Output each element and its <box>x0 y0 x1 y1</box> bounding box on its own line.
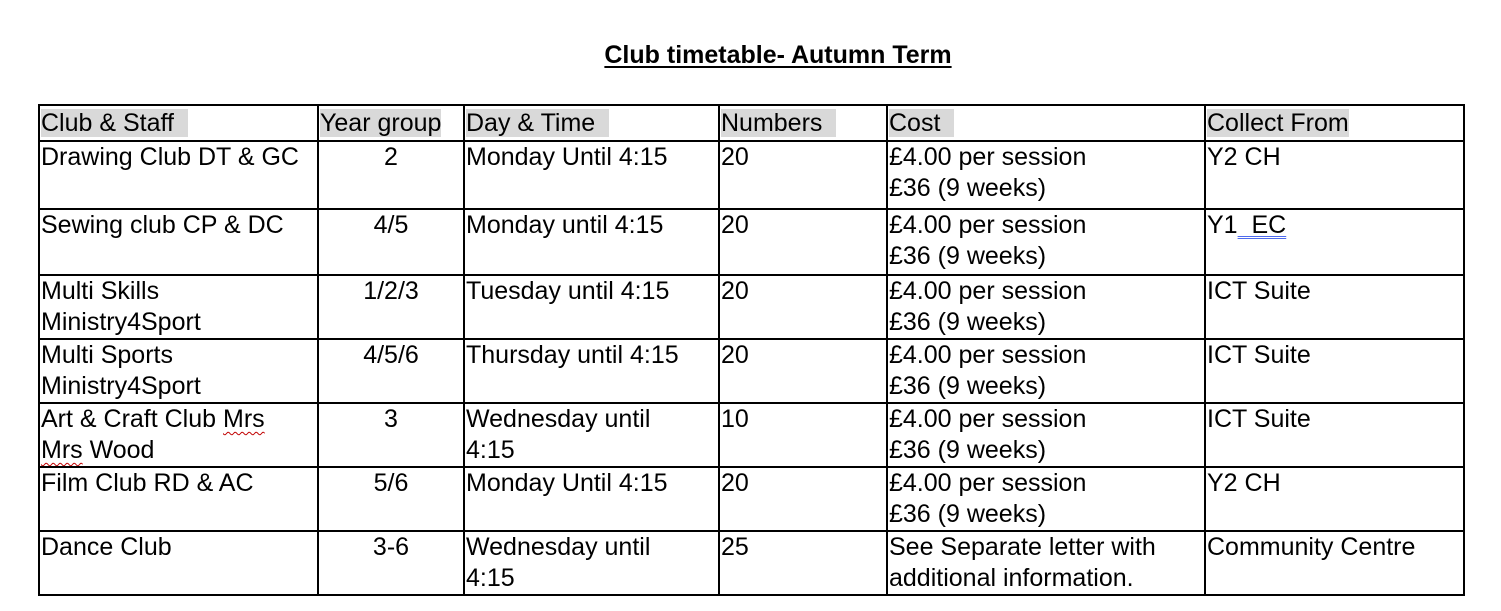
cell-numbers: 10 <box>719 403 887 467</box>
header-day-time: Day & Time <box>464 105 719 141</box>
cell-numbers: 20 <box>719 275 887 339</box>
spelling-flag: Mrs <box>41 436 83 464</box>
header-year-group: Year group <box>318 105 464 141</box>
table-row <box>39 275 1464 339</box>
cell-year-group: 3 <box>318 403 464 467</box>
cell-cost: £4.00 per session £36 (9 weeks) <box>887 141 1205 209</box>
cell-collect-from: Community Centre <box>1205 531 1464 595</box>
cell-club-staff <box>39 403 318 467</box>
cell-club-staff: Film Club RD & AC <box>39 467 318 531</box>
header-cost: Cost <box>887 105 1205 141</box>
cell-collect-from: Y2 CH <box>1205 467 1464 531</box>
cell-collect-from: Y2 CH <box>1205 141 1464 209</box>
cell-numbers: 20 <box>719 339 887 403</box>
cell-day-time: Wednesday until 4:15 <box>464 531 719 595</box>
table-row <box>39 467 1464 531</box>
cell-cost: £4.00 per session £36 (9 weeks) <box>887 467 1205 531</box>
page-title: Club timetable- Autumn Term <box>604 41 952 69</box>
cell-day-time: Monday Until 4:15 <box>464 467 719 531</box>
cell-day-time: Monday until 4:15 <box>464 209 719 275</box>
spelling-flag: Mrs <box>223 405 265 433</box>
cell-day-time: Tuesday until 4:15 <box>464 275 719 339</box>
table-row <box>39 209 1464 275</box>
cell-cost: £4.00 per session £36 (9 weeks) <box>887 403 1205 467</box>
club-name: Art & Craft Club <box>41 405 223 433</box>
cell-year-group: 3-6 <box>318 531 464 595</box>
header-collect-from: Collect From <box>1205 105 1464 141</box>
cell-year-group: 4/5 <box>318 209 464 275</box>
table-row <box>39 339 1464 403</box>
cell-cost: £4.00 per session £36 (9 weeks) <box>887 275 1205 339</box>
cell-cost: See Separate letter with additional information. <box>887 531 1205 595</box>
cell-club-staff: Multi Sports Ministry4Sport <box>39 339 318 403</box>
cell-collect-from: ICT Suite <box>1205 275 1464 339</box>
cell-cost: £4.00 per session £36 (9 weeks) <box>887 339 1205 403</box>
cell-cost: £4.00 per session £36 (9 weeks) <box>887 209 1205 275</box>
cell-numbers: 20 <box>719 209 887 275</box>
table-row <box>39 531 1464 595</box>
staff-name: Wood <box>82 436 155 464</box>
header-numbers: Numbers <box>719 105 887 141</box>
cell-year-group: 2 <box>318 141 464 209</box>
table-row <box>39 141 1464 209</box>
cell-year-group: 4/5/6 <box>318 339 464 403</box>
cell-numbers: 20 <box>719 467 887 531</box>
cell-collect-from <box>1205 209 1464 275</box>
table-row <box>39 403 1464 467</box>
cell-collect-from: ICT Suite <box>1205 339 1464 403</box>
cell-numbers: 25 <box>719 531 887 595</box>
cell-year-group: 5/6 <box>318 467 464 531</box>
cell-club-staff: Dance Club <box>39 531 318 595</box>
club-timetable <box>38 104 1465 596</box>
cell-club-staff: Sewing club CP & DC <box>39 209 318 275</box>
cell-numbers: 20 <box>719 141 887 209</box>
cell-year-group: 1/2/3 <box>318 275 464 339</box>
cell-day-time: Wednesday until 4:15 <box>464 403 719 467</box>
cell-day-time: Thursday until 4:15 <box>464 339 719 403</box>
header-row <box>39 105 1464 141</box>
cell-collect-from: ICT Suite <box>1205 403 1464 467</box>
cell-day-time: Monday Until 4:15 <box>464 141 719 209</box>
cell-club-staff: Multi Skills Ministry4Sport <box>39 275 318 339</box>
collect-initials: EC <box>1251 211 1287 239</box>
collect-year: Y1 <box>1207 211 1238 239</box>
cell-club-staff: Drawing Club DT & GC <box>39 141 318 209</box>
header-club-staff: Club & Staff <box>39 105 318 141</box>
